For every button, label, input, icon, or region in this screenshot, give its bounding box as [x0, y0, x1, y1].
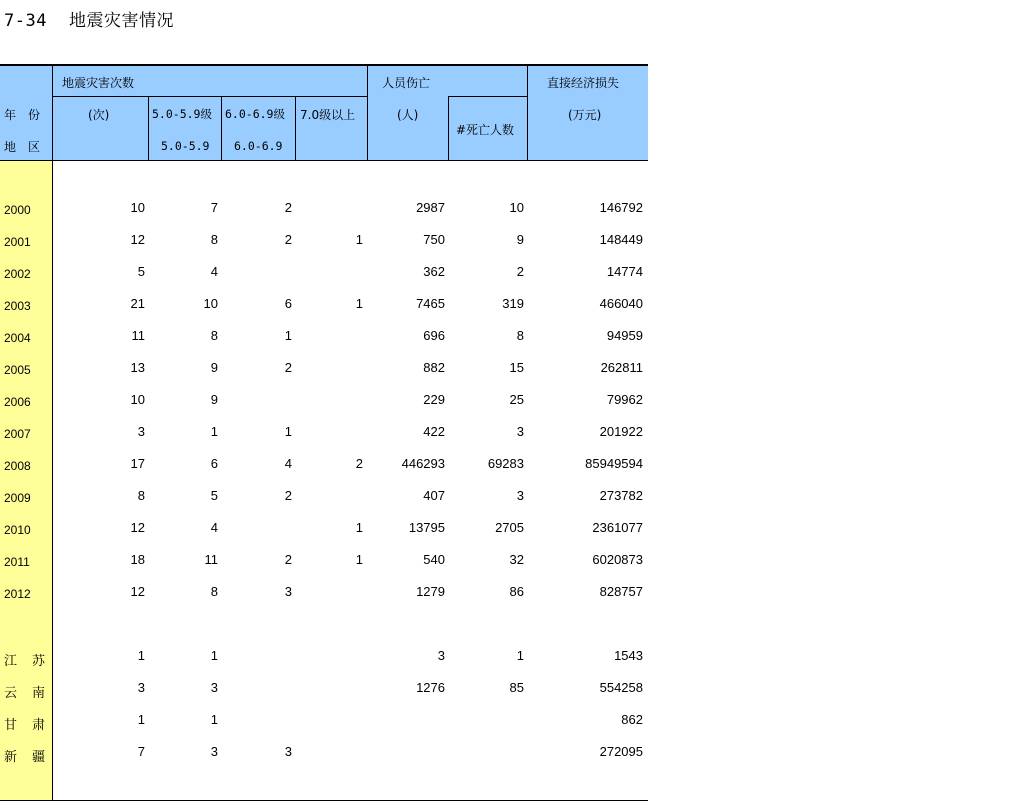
- cell-loss: 273782: [599, 488, 643, 503]
- header-quake-count: 地震灾害次数: [62, 76, 135, 90]
- cell-casualties: 882: [423, 360, 445, 375]
- header-quake-count-unit: (次): [88, 108, 110, 122]
- row-label: 2006: [4, 395, 31, 409]
- cell-casualties: 696: [423, 328, 445, 343]
- header-divider: [221, 97, 222, 160]
- table-code: 7-34: [4, 11, 47, 31]
- cell-casualties: 446293: [401, 456, 445, 471]
- cell-deaths: 319: [502, 296, 524, 311]
- cell-count: 1: [137, 712, 145, 727]
- header-mag-5-sub: 5.0-5.9: [161, 139, 210, 153]
- cell-loss: 6020873: [592, 552, 643, 567]
- cell-m6: 6: [284, 296, 292, 311]
- cell-casualties: 407: [423, 488, 445, 503]
- cell-loss: 466040: [599, 296, 643, 311]
- cell-deaths: 86: [509, 584, 524, 599]
- header-casualties-unit: (人): [397, 108, 419, 122]
- cell-deaths: 9: [516, 232, 524, 247]
- cell-count: 3: [137, 680, 145, 695]
- cell-count: 17: [130, 456, 145, 471]
- header-deaths: #死亡人数: [456, 123, 515, 137]
- cell-loss: 828757: [599, 584, 643, 599]
- cell-m6: 3: [284, 584, 292, 599]
- cell-loss: 146792: [599, 200, 643, 215]
- table-row: [0, 488, 650, 508]
- table-row: [0, 744, 650, 764]
- cell-loss: 201922: [599, 424, 643, 439]
- row-label: 2005: [4, 363, 31, 377]
- cell-deaths: 15: [509, 360, 524, 375]
- cell-m7: 1: [355, 552, 363, 567]
- table-row: [0, 264, 650, 284]
- row-label: 2009: [4, 491, 31, 505]
- cell-deaths: 32: [509, 552, 524, 567]
- cell-deaths: 2: [516, 264, 524, 279]
- cell-loss: 262811: [600, 360, 643, 375]
- cell-m7: 1: [355, 232, 363, 247]
- cell-m5: 3: [210, 680, 218, 695]
- cell-count: 11: [131, 328, 145, 343]
- cell-casualties: 7465: [416, 296, 445, 311]
- header-divider: [295, 97, 296, 160]
- row-label: 2007: [4, 427, 31, 441]
- table-row: [0, 296, 650, 316]
- cell-loss: 14774: [606, 264, 643, 279]
- stub-header-region: 地 区: [4, 140, 41, 154]
- cell-casualties: 750: [423, 232, 445, 247]
- table-top-rule: [0, 64, 648, 66]
- cell-count: 12: [130, 520, 145, 535]
- cell-m5: 9: [210, 360, 218, 375]
- table-row: [0, 712, 650, 732]
- header-subrule-count: [52, 96, 368, 97]
- region-label-1: 云: [4, 686, 18, 701]
- cell-loss: 862: [621, 712, 643, 727]
- cell-m5: 1: [210, 424, 218, 439]
- cell-m5: 8: [210, 232, 218, 247]
- header-divider: [148, 97, 149, 160]
- cell-count: 13: [130, 360, 145, 375]
- cell-count: 3: [137, 424, 145, 439]
- cell-loss: 94959: [606, 328, 643, 343]
- cell-m5: 3: [210, 744, 218, 759]
- table-row: [0, 680, 650, 700]
- header-divider: [367, 65, 368, 160]
- cell-casualties: 229: [423, 392, 445, 407]
- region-label-2: 南: [32, 686, 46, 701]
- cell-deaths: 10: [509, 200, 524, 215]
- row-label: 2002: [4, 267, 31, 281]
- region-label-1: 江: [4, 654, 18, 669]
- header-bottom-rule: [0, 160, 648, 161]
- cell-count: 12: [130, 584, 145, 599]
- cell-m5: 1: [210, 648, 218, 663]
- cell-m6: 2: [284, 360, 292, 375]
- cell-m6: 2: [284, 488, 292, 503]
- cell-casualties: 2987: [416, 200, 445, 215]
- cell-count: 12: [130, 232, 145, 247]
- cell-casualties: 13795: [408, 520, 445, 535]
- header-economic-loss-unit: (万元): [568, 108, 602, 122]
- row-label: 2003: [4, 299, 31, 313]
- cell-m6: 2: [284, 552, 292, 567]
- stub-header-year: 年 份: [4, 108, 41, 122]
- header-mag-6-sub: 6.0-6.9: [234, 139, 283, 153]
- cell-loss: 2361077: [592, 520, 643, 535]
- cell-casualties: 1276: [416, 680, 445, 695]
- cell-m5: 8: [210, 584, 218, 599]
- region-label-2: 疆: [32, 750, 46, 765]
- cell-m7: 2: [355, 456, 363, 471]
- cell-count: 10: [130, 200, 145, 215]
- row-label: 2004: [4, 331, 31, 345]
- header-subrule-deaths: [448, 96, 528, 97]
- cell-deaths: 3: [516, 424, 524, 439]
- header-mag-7: 7.0级以上: [300, 108, 356, 122]
- cell-deaths: 1: [516, 648, 524, 663]
- cell-count: 1: [137, 648, 145, 663]
- cell-m5: 11: [204, 552, 218, 567]
- table-row: [0, 392, 650, 412]
- cell-casualties: 362: [423, 264, 445, 279]
- cell-count: 5: [137, 264, 145, 279]
- cell-casualties: 3: [437, 648, 445, 663]
- cell-casualties: 422: [423, 424, 445, 439]
- cell-m6: 4: [284, 456, 292, 471]
- cell-m6: 1: [284, 424, 292, 439]
- row-label: 2000: [4, 203, 31, 217]
- region-label-1: 新: [4, 750, 18, 765]
- cell-count: 10: [130, 392, 145, 407]
- region-label-1: 甘: [4, 718, 18, 733]
- cell-m6: 3: [284, 744, 292, 759]
- table-title: 地震灾害情况: [68, 11, 174, 31]
- table-row: [0, 456, 650, 476]
- table-row: [0, 232, 650, 252]
- cell-m6: 1: [284, 328, 292, 343]
- table-row: [0, 584, 650, 604]
- cell-m7: 1: [355, 296, 363, 311]
- cell-m6: 2: [284, 200, 292, 215]
- header-mag-6: 6.0-6.9级: [225, 107, 285, 121]
- cell-count: 18: [130, 552, 145, 567]
- cell-m5: 4: [210, 520, 218, 535]
- cell-deaths: 2705: [495, 520, 524, 535]
- row-label: 2001: [4, 235, 31, 249]
- cell-loss: 554258: [599, 680, 643, 695]
- cell-m5: 8: [210, 328, 218, 343]
- header-casualties: 人员伤亡: [382, 76, 431, 90]
- cell-casualties: 540: [423, 552, 445, 567]
- cell-deaths: 69283: [487, 456, 524, 471]
- table-row: [0, 648, 650, 668]
- header-divider: [448, 97, 449, 160]
- cell-count: 21: [130, 296, 145, 311]
- region-label-2: 苏: [32, 654, 46, 669]
- row-label: 2008: [4, 459, 31, 473]
- cell-count: 8: [137, 488, 145, 503]
- cell-m5: 10: [203, 296, 218, 311]
- cell-loss: 85949594: [585, 456, 643, 471]
- row-label: 2011: [4, 555, 30, 569]
- header-divider: [527, 65, 528, 160]
- cell-m5: 5: [210, 488, 218, 503]
- table-row: [0, 200, 650, 220]
- cell-deaths: 3: [516, 488, 524, 503]
- stub-column-bg: [0, 160, 52, 800]
- table-row: [0, 360, 650, 380]
- page-title: [4, 6, 174, 31]
- cell-m5: 6: [210, 456, 218, 471]
- row-label: 2010: [4, 523, 31, 537]
- cell-casualties: 1279: [416, 584, 445, 599]
- cell-deaths: 8: [516, 328, 524, 343]
- cell-deaths: 85: [509, 680, 524, 695]
- cell-loss: 272095: [599, 744, 643, 759]
- cell-m6: 2: [284, 232, 292, 247]
- region-label-2: 肃: [32, 718, 46, 733]
- cell-m5: 9: [210, 392, 218, 407]
- table-row: [0, 520, 650, 540]
- header-mag-5: 5.0-5.9级: [152, 107, 212, 121]
- cell-count: 7: [137, 744, 145, 759]
- cell-loss: 148449: [599, 232, 643, 247]
- table-row: [0, 552, 650, 572]
- cell-m7: 1: [355, 520, 363, 535]
- cell-m5: 4: [210, 264, 218, 279]
- table-row: [0, 328, 650, 348]
- cell-loss: 1543: [614, 648, 643, 663]
- header-economic-loss: 直接经济损失: [547, 76, 620, 90]
- table-row: [0, 424, 650, 444]
- cell-loss: 79962: [606, 392, 643, 407]
- cell-deaths: 25: [509, 392, 524, 407]
- cell-m5: 1: [210, 712, 218, 727]
- row-label: 2012: [4, 587, 31, 601]
- cell-m5: 7: [210, 200, 218, 215]
